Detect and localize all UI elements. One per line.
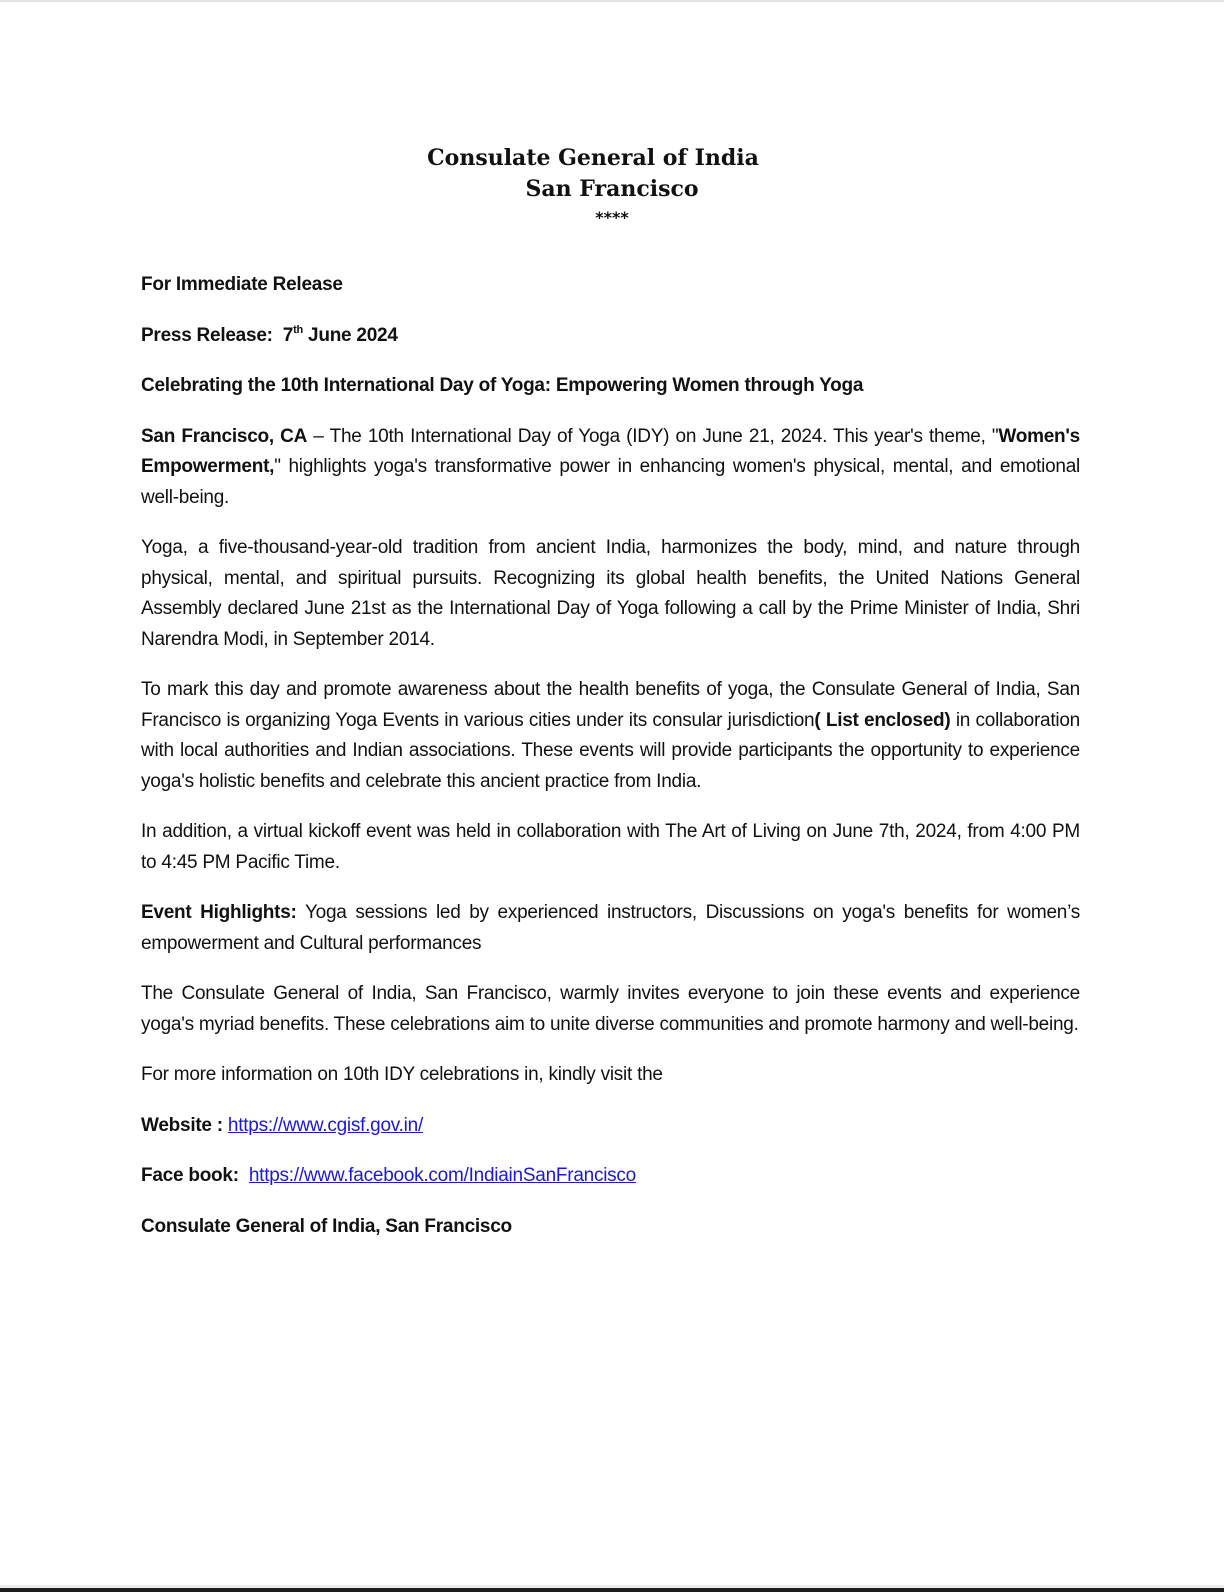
paragraph-highlights: [141, 898, 1080, 959]
release-date-rest: June 2024: [308, 324, 398, 346]
website-link[interactable]: https://www.cgisf.gov.in/: [227, 1114, 423, 1136]
page-top-border: [0, 0, 1224, 2]
website-label: Website :: [141, 1114, 228, 1136]
page-bottom-border: [0, 1588, 1224, 1592]
intro-text-b: " highlights yoga's transformative power in enhancing women's physical, mental, and emotional well-being.: [141, 456, 1080, 508]
org-city: San Francisco: [525, 176, 699, 202]
paragraph-more-info: For more information on 10th IDY celebrations in, kindly visit the: [141, 1064, 663, 1085]
theme: Women's Empowerment,: [141, 425, 1080, 477]
headline: Celebrating the 10th International Day of Yoga: Empowering Women through Yoga: [141, 375, 864, 396]
highlights-label: Event Highlights:: [141, 902, 297, 923]
paragraph-invitation: The Consulate General of India, San Francisco, warmly invites everyone to join these events and experience yoga's myriad benefits. These celebrations aim to unite diverse communities and promote harmony and well-being.: [141, 983, 1080, 1035]
letterhead: [0, 142, 1224, 232]
release-date: [141, 321, 1080, 352]
release-date-label: Press Release:: [141, 324, 273, 346]
facebook-line: [141, 1161, 1080, 1192]
paragraph-events: [141, 675, 1080, 797]
events-text-b: in collaboration with local authorities and Indian associations. These events will provide participants the opportunity to experience yoga's holistic benefits and celebrate this ancient practice from India.: [141, 709, 1081, 792]
header-separator: ****: [595, 208, 629, 227]
press-release-body: [141, 270, 1080, 1262]
release-date-suffix: th: [293, 323, 303, 336]
list-enclosed-note: ( List enclosed): [814, 709, 951, 731]
highlights-text: Yoga sessions led by experienced instructors, Discussions on yoga's benefits for women’s empowerment and Cultural performances: [141, 902, 1080, 954]
paragraph-intro: [141, 422, 1080, 514]
paragraph-kickoff: In addition, a virtual kickoff event was held in collaboration with The Art of Living on June 7th, 2024, from 4:00 PM to 4:45 PM Pacific Time.: [141, 821, 1080, 873]
release-date-day: 7: [282, 324, 294, 346]
dateline: San Francisco, CA: [141, 425, 308, 447]
facebook-label: Face book:: [141, 1165, 249, 1186]
website-line: [141, 1111, 1080, 1142]
signature: Consulate General of India, San Francisco: [141, 1215, 512, 1237]
paragraph-history: Yoga, a five-thousand-year-old tradition from ancient India, harmonizes the body, mind, and nature through physical, mental, and spiritual pursuits. Recognizing its global health benefits, the United Nations General Assembly declared June 21st as the International Day of Yoga following a call by the Prime Minister of India, Shri Narendra Modi, in September 2014.: [141, 537, 1080, 650]
events-text-a: To mark this day and promote awareness about the health benefits of yoga, the Consulate General of India, San Francisco is organizing Yoga Events in various cities under its consular jurisdiction: [141, 679, 1080, 731]
org-name: Consulate General of India: [427, 145, 759, 171]
facebook-link[interactable]: https://www.facebook.com/IndiainSanFrancisco: [248, 1165, 636, 1186]
release-type: For Immediate Release: [141, 274, 343, 295]
intro-text-a: – The 10th International Day of Yoga (IDY) on June 21, 2024. This year's theme, ": [307, 425, 999, 447]
